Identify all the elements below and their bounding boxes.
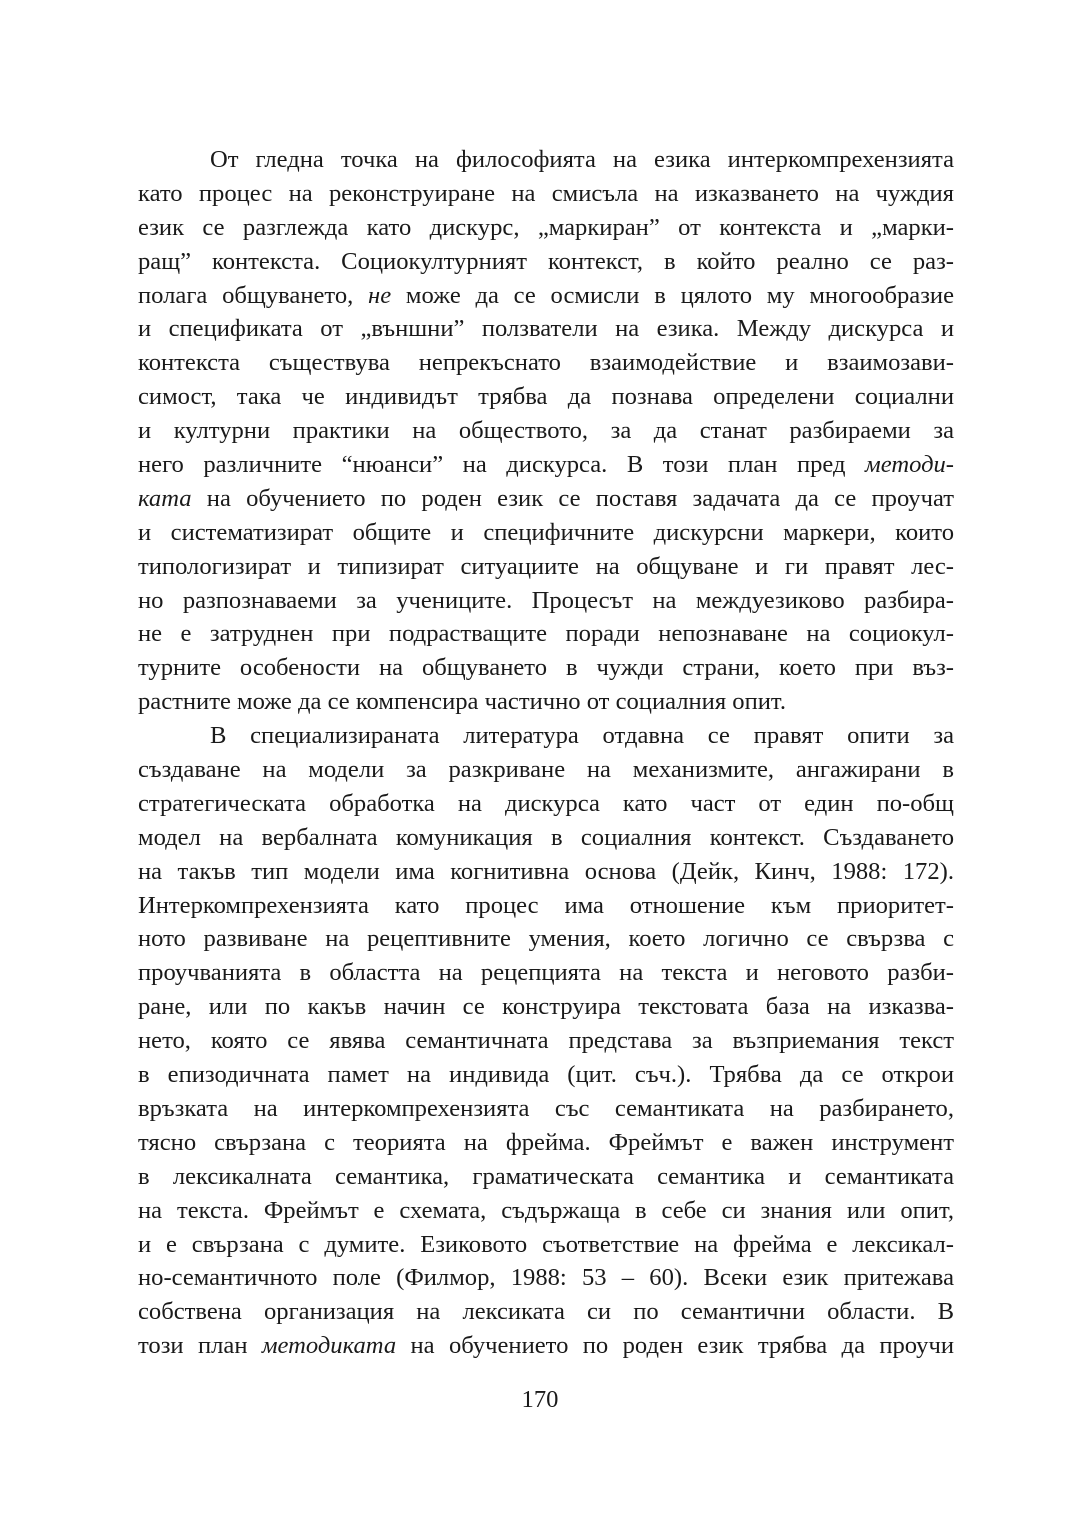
text-line: създаване на модели за разкриване на механизмите, ангажирани в — [138, 756, 954, 784]
text-line: него различните “нюанси” на дискурса. В този план пред методи- — [138, 451, 954, 479]
text-line: на текста. Фреймът е схемата, съдържаща в себе си знания или опит, — [138, 1196, 954, 1224]
text-line: собствена организация на лексиката си по семантични области. В — [138, 1298, 954, 1326]
text-line: симост, така че индивидът трябва да познава определени социални — [138, 383, 954, 411]
text-line: От гледна точка на философията на езика интеркомпрехензията — [210, 146, 954, 173]
text-line: този план методиката на обучението по роден език трябва да проучи — [138, 1332, 954, 1360]
text-line: в лексикалната семантика, граматическата семантика и семантиката — [138, 1162, 954, 1190]
text-line: ране, или по какъв начин се конструира текстовата база на изказва- — [138, 993, 954, 1021]
text-line: и културни практики на обществото, за да станат разбираеми за — [138, 417, 954, 445]
text-line: като процес на реконструиране на смисъла на изказването на чуждия — [138, 179, 954, 207]
text-line: и е свързана с думите. Езиковото съответствие на фрейма е лексикал- — [138, 1230, 954, 1258]
text-line: не е затруднен при подрастващите поради непознаване на социокул- — [138, 620, 954, 648]
text-line: тясно свързана с теорията на фрейма. Фреймът е важен инструмент — [138, 1128, 954, 1156]
text-line: турните особености на общуването в чужди страни, което при въз- — [138, 654, 954, 682]
text-line: в епизодичната памет на индивида (цит. съч.). Трябва да се открои — [138, 1061, 954, 1089]
text-line: растните може да се компенсира частично от социалния опит. — [138, 688, 786, 716]
text-line: език се разглежда като дискурс, „маркиран” от контекста и „марки- — [138, 213, 954, 241]
italic-emphasis: не — [368, 281, 392, 309]
italic-emphasis: методиката — [261, 1332, 397, 1360]
text-line: проучванията в областта на рецепцията на текста и неговото разби- — [138, 959, 954, 987]
text-line: стратегическата обработка на дискурса като част от един по-общ — [138, 789, 954, 817]
text-line: но разпознаваеми за учениците. Процесът на междуезиково разбира- — [138, 586, 954, 614]
text-line: ното развиване на рецептивните умения, което логично се свързва с — [138, 925, 954, 953]
italic-emphasis: методи- — [865, 451, 954, 479]
text-line: модел на вербалната комуникация в социалния контекст. Създаването — [138, 823, 954, 851]
text-line: на такъв тип модели има когнитивна основа (Дейк, Кинч, 1988: 172). — [138, 857, 954, 885]
text-line: типологизират и типизират ситуациите на общуване и ги правят лес- — [138, 552, 954, 580]
text-line: контекста съществува непрекъснато взаимодействие и взаимозави- — [138, 349, 954, 377]
text-line: и спецификата от „външни” ползватели на езика. Между дискурса и — [138, 315, 954, 343]
text-line: В специализираната литература отдавна се правят опити за — [210, 722, 954, 750]
text-line: Интеркомпрехензията като процес има отношение към приоритет- — [138, 891, 954, 919]
text-line: ката на обучението по роден език се поставя задачата да се проучат — [138, 484, 954, 512]
text-line: но-семантичното поле (Филмор, 1988: 53 – 60). Всеки език притежава — [138, 1264, 954, 1292]
text-line: полага общуването, не може да се осмисли в цялото му многообразие — [138, 281, 954, 309]
body-text — [138, 143, 954, 1363]
italic-emphasis: ката — [138, 484, 192, 512]
text-line: нето, която се явява семантичната представа за възприемания текст — [138, 1027, 954, 1055]
text-line: и систематизират общите и специфичните дискурсни маркери, които — [138, 518, 954, 546]
text-line: връзката на интеркомпрехензията със семантиката на разбирането, — [138, 1094, 954, 1122]
text-line: ращ” контекста. Социокултурният контекст, в който реално се раз- — [138, 247, 954, 275]
page-number: 170 — [521, 1386, 559, 1413]
